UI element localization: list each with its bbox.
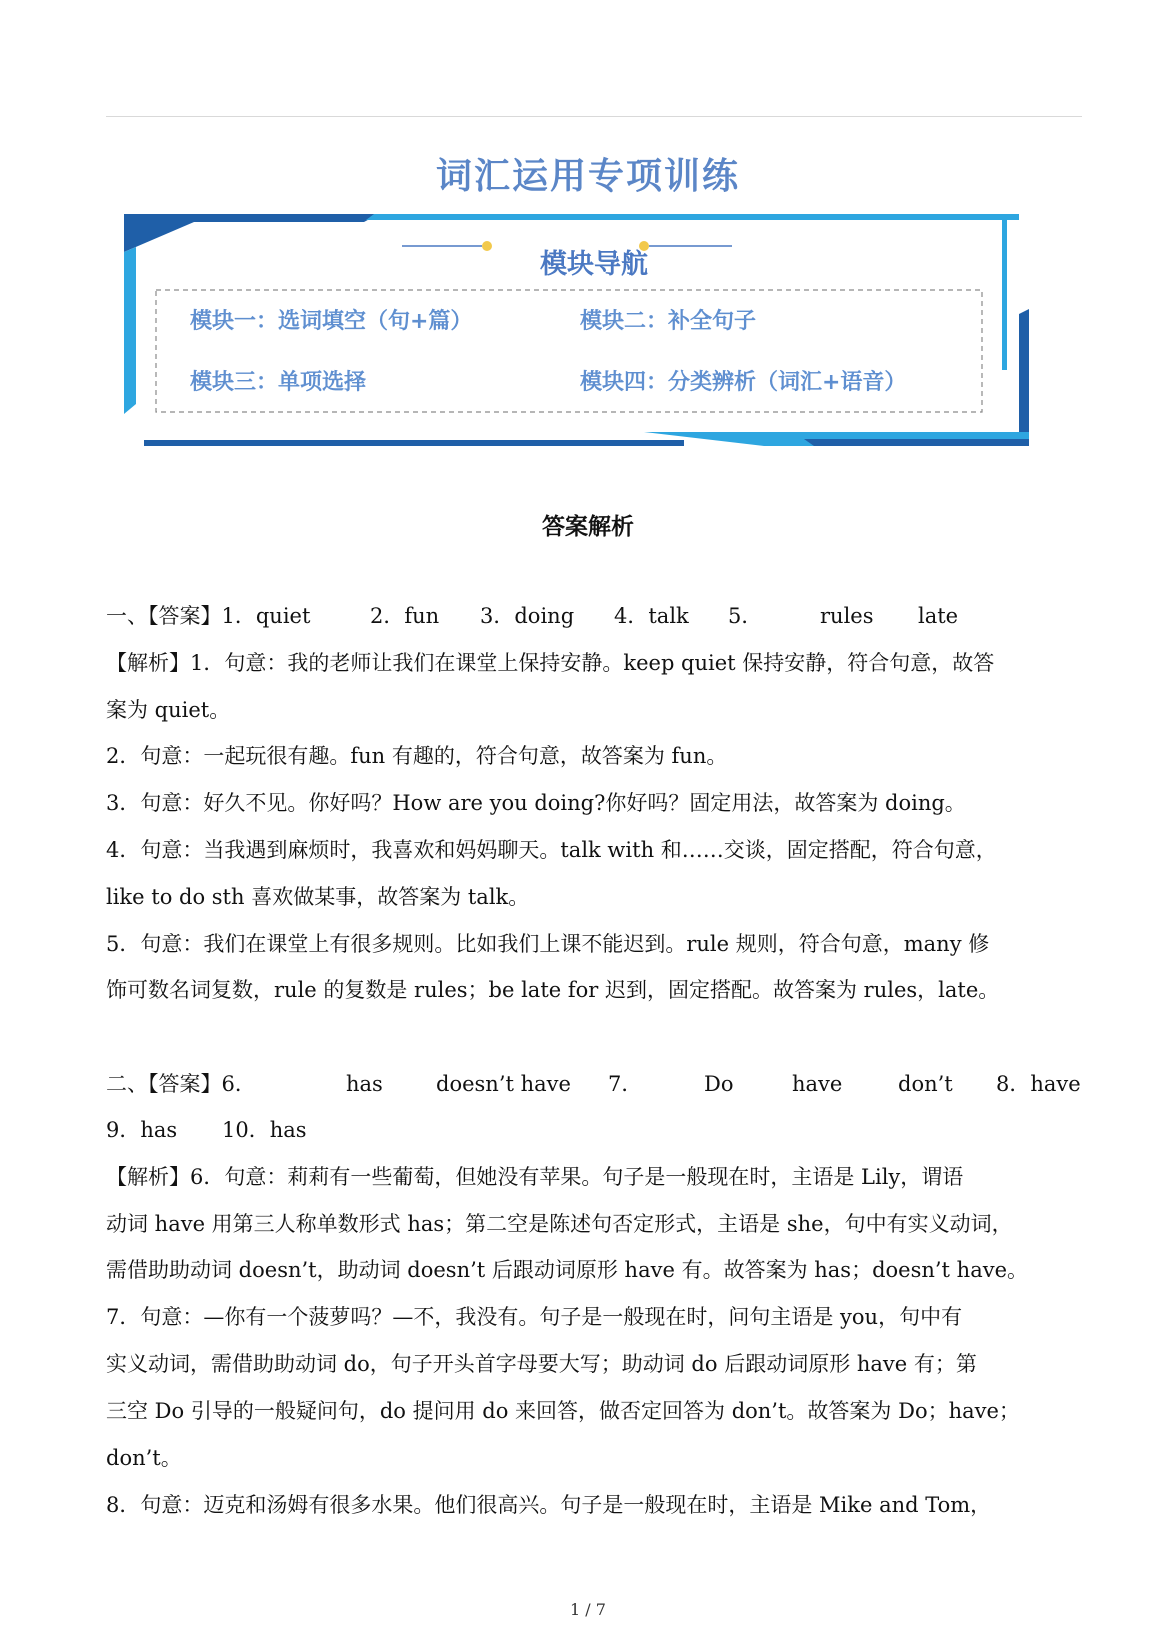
- module-1-label: 模块一：选词填空（句+篇）: [190, 309, 473, 334]
- answer-token: doesn’t have: [436, 1072, 571, 1096]
- answer-token: 10．has: [222, 1118, 307, 1142]
- answer-token: 2．fun: [370, 604, 440, 628]
- answer-token: rules: [820, 604, 874, 628]
- answer-token: 8．have: [996, 1072, 1081, 1096]
- section-heading: 答案解析: [542, 514, 634, 540]
- answer-token: 7．: [608, 1072, 643, 1096]
- answer-token: 5．: [728, 604, 763, 628]
- answer-token: 二、【答案】6．: [106, 1072, 256, 1096]
- part1-explanation-line: 2．句意：一起玩很有趣。fun 有趣的，符合句意，故答案为 fun。: [106, 744, 728, 768]
- part2-answer-line: [106, 1068, 1086, 1100]
- part1-explanation-line: 【解析】1．句意：我的老师让我们在课堂上保持安静。keep quiet 保持安静，符合句意，故答: [106, 651, 995, 675]
- part2-explanation-line: 实义动词，需借助助动词 do，句子开头首字母要大写；助动词 do 后跟动词原形 have 有；第: [106, 1352, 977, 1376]
- answer-token: late: [918, 604, 959, 628]
- part1-explanation-line: 案为 quiet。: [106, 698, 231, 722]
- module-nav-title: 模块导航: [540, 249, 648, 280]
- part1-explanation-line: 3．句意：好久不见。你好吗？How are you doing?你好吗？固定用法，故答案为 doing。: [106, 791, 966, 815]
- top-rule: [106, 116, 1082, 117]
- part2-explanation-line: 需借助助动词 doesn’t，助动词 doesn’t 后跟动词原形 have 有。故答案为 has；doesn’t have。: [106, 1258, 1029, 1282]
- part1-explanation-line: like to do sth 喜欢做某事，故答案为 talk。: [106, 885, 530, 909]
- answer-token: 3．doing: [480, 604, 575, 628]
- module-4-label: 模块四：分类辨析（词汇+语音）: [580, 370, 907, 395]
- part2-explanation-line: 【解析】6．句意：莉莉有一些葡萄，但她没有苹果。句子是一般现在时，主语是 Lily，谓语: [106, 1165, 964, 1189]
- part2-explanation-line: 动词 have 用第三人称单数形式 has；第二空是陈述句否定形式，主语是 she，句中有实义动词，: [106, 1212, 1013, 1236]
- answer-token: 9．has: [106, 1118, 178, 1142]
- module-nav-banner: [124, 214, 1064, 458]
- part2-explanation-line: don’t。: [106, 1446, 182, 1470]
- module-2-label: 模块二：补全句子: [580, 309, 757, 334]
- page-number: 1 / 7: [570, 1600, 606, 1619]
- part2-explanation-line: 7．句意：—你有一个菠萝吗？—不，我没有。句子是一般现在时，问句主语是 you，句中有: [106, 1305, 963, 1329]
- part2-explanation-line: 8．句意：迈克和汤姆有很多水果。他们很高兴。句子是一般现在时，主语是 Mike and Tom，: [106, 1493, 992, 1517]
- part1-answer-line: [106, 600, 1086, 632]
- part1-explanation-line: 5．句意：我们在课堂上有很多规则。比如我们上课不能迟到。rule 规则，符合句意，many 修: [106, 932, 990, 956]
- part2-explanation-line: 三空 Do 引导的一般疑问句，do 提问用 do 来回答，做否定回答为 don’t。故答案为 Do；have；: [106, 1399, 1020, 1423]
- part1-explanation-line: 4．句意：当我遇到麻烦时，我喜欢和妈妈聊天。talk with 和……交谈，固定搭配，符合句意，: [106, 838, 997, 862]
- answer-token: 一、【答案】1．quiet: [106, 604, 311, 628]
- answer-token: have: [792, 1072, 843, 1096]
- part1-explanation-line: 饰可数名词复数，rule 的复数是 rules；be late for 迟到，固定搭配。故答案为 rules，late。: [106, 978, 1000, 1002]
- module-3-label: 模块三：单项选择: [190, 370, 367, 395]
- answer-token: don’t: [898, 1072, 953, 1096]
- answer-token: Do: [704, 1072, 734, 1096]
- answer-token: has: [346, 1072, 383, 1096]
- part2-answer-line-2: [106, 1114, 1086, 1146]
- answer-token: 4．talk: [614, 604, 689, 628]
- page-title: 词汇运用专项训练: [435, 156, 740, 197]
